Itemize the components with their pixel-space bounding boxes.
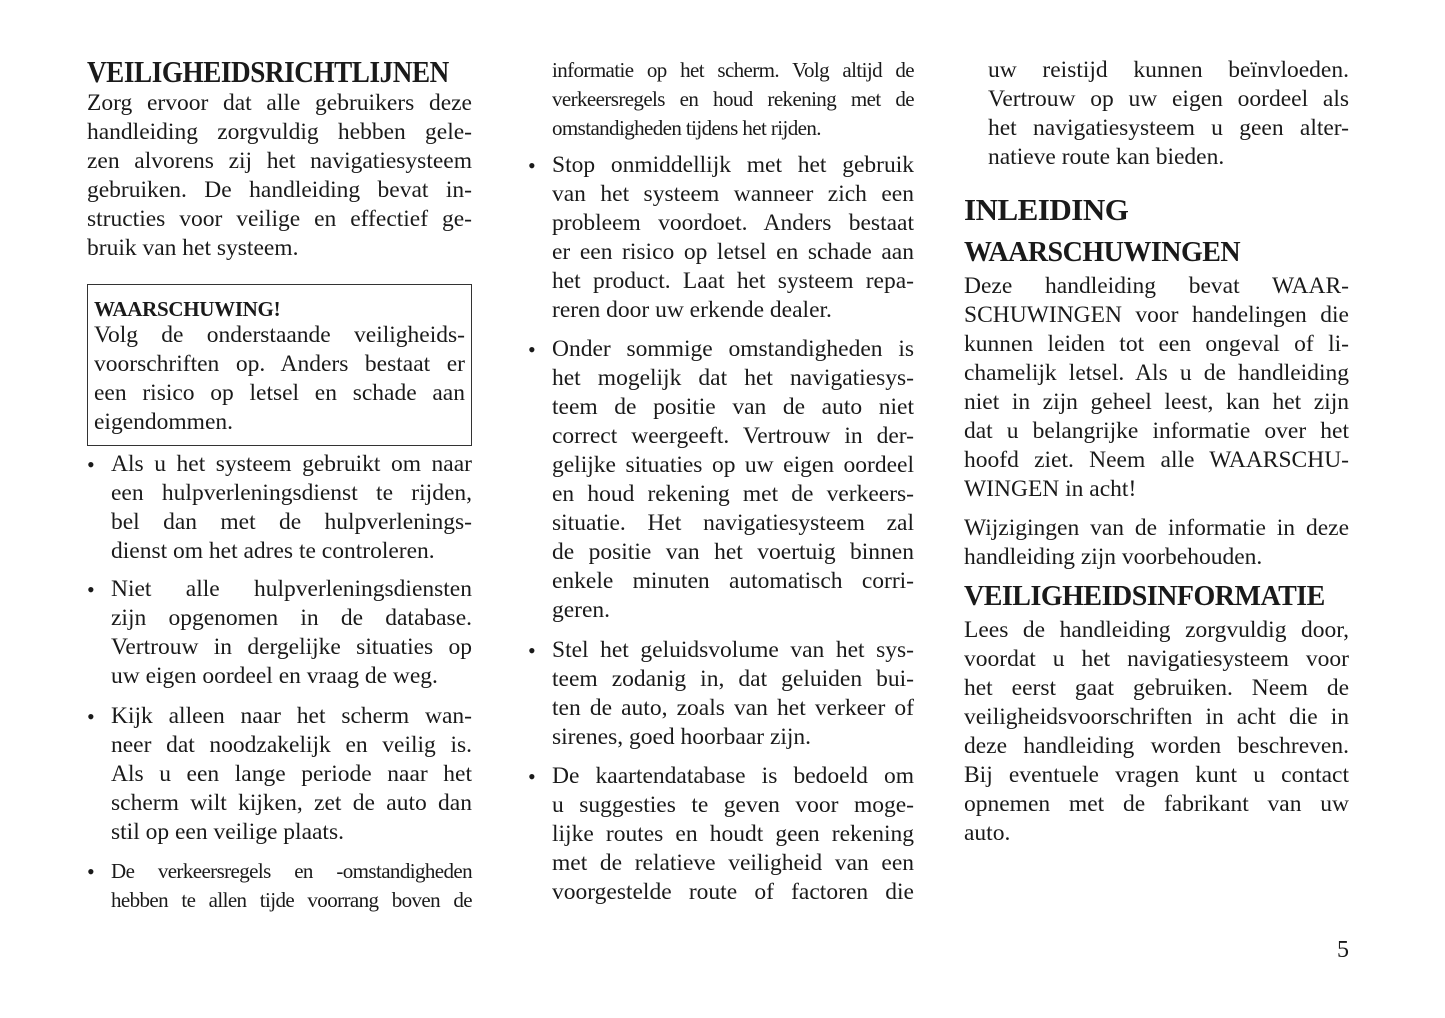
text-line: sirenes, goed hoorbaar zijn. xyxy=(552,724,812,750)
text-line: er een risico op letsel en schade aan xyxy=(552,239,914,265)
text-line: eigendommen. xyxy=(94,409,234,435)
page-number: 5 xyxy=(1337,937,1349,963)
text-line: van het systeem wanneer zich een xyxy=(552,181,914,207)
text-line: verkeersregels en houd rekening met de xyxy=(552,87,914,111)
text-line: omstandigheden tijdens het rijden. xyxy=(552,116,821,140)
text-line: handleiding zorgvuldig hebben gele- xyxy=(87,119,472,145)
text-line: uw reistijd kunnen beïnvloeden. xyxy=(988,57,1349,83)
text-line: teem zodanig in, dat geluiden bui- xyxy=(552,666,914,692)
text-line: dienst om het adres te controleren. xyxy=(111,538,435,564)
text-line: met de relatieve veiligheid van een xyxy=(552,850,914,876)
warning-title: WAARSCHUWING! xyxy=(94,297,281,321)
bullet-icon: • xyxy=(87,577,95,602)
text-line: voordat u het navigatiesysteem voor xyxy=(964,646,1349,672)
text-line: gelijke situaties op uw eigen oordeel xyxy=(552,452,914,478)
text-line: hoofd ziet. Neem alle WAARSCHU- xyxy=(964,447,1349,473)
text-line: neer dat noodzakelijk en veilig is. xyxy=(111,732,472,758)
text-line: een risico op letsel en schade aan xyxy=(94,380,465,406)
text-line: handleiding zijn voorbehouden. xyxy=(964,544,1263,570)
text-line: het mogelijk dat het navigatiesys- xyxy=(552,365,914,391)
text-line: voorschriften op. Anders bestaat er xyxy=(94,351,465,377)
text-line: Als u het systeem gebruikt om naar xyxy=(111,451,472,477)
text-line: Stop onmiddellijk met het gebruik xyxy=(552,152,914,178)
text-line: uw eigen oordeel en vraag de weg. xyxy=(111,663,438,689)
bullet-icon: • xyxy=(528,337,536,362)
text-line: structies voor veilige en effectief ge- xyxy=(87,206,472,232)
text-line: Deze handleiding bevat WAAR- xyxy=(964,273,1349,299)
heading-waarschuwingen: WAARSCHUWINGEN xyxy=(964,237,1241,268)
text-line: natieve route kan bieden. xyxy=(988,144,1225,170)
text-line: gebruiken. De handleiding bevat in- xyxy=(87,177,472,203)
text-line: zen alvorens zij het navigatiesysteem xyxy=(87,148,472,174)
heading-veiligheidsinformatie: VEILIGHEIDSINFORMATIE xyxy=(964,581,1325,612)
text-line: enkele minuten automatisch corri- xyxy=(552,568,914,594)
text-line: De kaartendatabase is bedoeld om xyxy=(552,763,914,789)
text-line: Zorg ervoor dat alle gebruikers deze xyxy=(87,90,472,116)
text-line: niet in zijn geheel leest, kan het zijn xyxy=(964,389,1349,415)
text-line: stil op een veilige plaats. xyxy=(111,819,344,845)
text-line: het product. Laat het systeem repa- xyxy=(552,268,914,294)
text-line: Vertrouw op uw eigen oordeel als xyxy=(988,86,1349,112)
text-line: het navigatiesysteem u geen alter- xyxy=(988,115,1349,141)
bullet-icon: • xyxy=(528,153,536,178)
text-line: voorgestelde route of factoren die xyxy=(552,879,914,905)
bullet-icon: • xyxy=(528,764,536,789)
text-line: Vertrouw in dergelijke situaties op xyxy=(111,634,472,660)
text-line: reren door uw erkende dealer. xyxy=(552,297,832,323)
text-line: WINGEN in acht! xyxy=(964,476,1137,502)
text-line: chamelijk letsel. Als u de handleiding xyxy=(964,360,1349,386)
text-line: deze handleiding worden beschreven. xyxy=(964,733,1349,759)
text-line: correct weergeeft. Vertrouw in der- xyxy=(552,423,914,449)
text-line: Wijzigingen van de informatie in deze xyxy=(964,515,1349,541)
text-line: teem de positie van de auto niet xyxy=(552,394,914,420)
text-line: informatie op het scherm. Volg altijd de xyxy=(552,58,914,82)
text-line: Bij eventuele vragen kunt u contact xyxy=(964,762,1349,788)
text-line: Stel het geluidsvolume van het sys- xyxy=(552,637,914,663)
text-line: Als u een lange periode naar het xyxy=(111,761,472,787)
text-line: bel dan met de hulpverlenings- xyxy=(111,509,472,535)
text-line: Lees de handleiding zorgvuldig door, xyxy=(964,617,1349,643)
text-line: bruik van het systeem. xyxy=(87,235,299,261)
text-line: een hulpverleningsdienst te rijden, xyxy=(111,480,472,506)
bullet-icon: • xyxy=(528,638,536,663)
text-line: zijn opgenomen in de database. xyxy=(111,605,472,631)
text-line: het eerst gaat gebruiken. Neem de xyxy=(964,675,1349,701)
text-line: probleem voordoet. Anders bestaat xyxy=(552,210,914,236)
text-line: Volg de onderstaande veiligheids- xyxy=(94,322,465,348)
text-line: lijke routes en houdt geen rekening xyxy=(552,821,914,847)
text-line: en houd rekening met de verkeers- xyxy=(552,481,914,507)
text-line: ten de auto, zoals van het verkeer of xyxy=(552,695,914,721)
text-line: situatie. Het navigatiesysteem zal xyxy=(552,510,914,536)
text-line: hebben te allen tijde voorrang boven de xyxy=(111,888,472,912)
text-line: SCHUWINGEN voor handelingen die xyxy=(964,302,1349,328)
text-line: veiligheidsvoorschriften in acht die in xyxy=(964,704,1349,730)
heading-veiligheidsrichtlijnen: VEILIGHEIDSRICHTLIJNEN xyxy=(87,54,449,89)
text-line: geren. xyxy=(552,597,611,623)
text-line: Onder sommige omstandigheden is xyxy=(552,336,914,362)
text-line: Niet alle hulpverleningsdiensten xyxy=(111,576,472,602)
heading-inleiding: INLEIDING xyxy=(964,192,1129,227)
text-line: De verkeersregels en -omstandigheden xyxy=(111,859,472,883)
bullet-icon: • xyxy=(87,452,95,477)
text-line: Kijk alleen naar het scherm wan- xyxy=(111,703,472,729)
text-line: dat u belangrijke informatie over het xyxy=(964,418,1349,444)
text-line: de positie van het voertuig binnen xyxy=(552,539,914,565)
text-line: kunnen leiden tot een ongeval of li- xyxy=(964,331,1349,357)
text-line: opnemen met de fabrikant van uw xyxy=(964,791,1349,817)
bullet-icon: • xyxy=(87,704,95,729)
text-line: auto. xyxy=(964,820,1011,846)
bullet-icon: • xyxy=(87,859,95,884)
text-line: u suggesties te geven voor moge- xyxy=(552,792,914,818)
text-line: scherm wilt kijken, zet de auto dan xyxy=(111,790,472,816)
warning-box xyxy=(87,284,472,446)
